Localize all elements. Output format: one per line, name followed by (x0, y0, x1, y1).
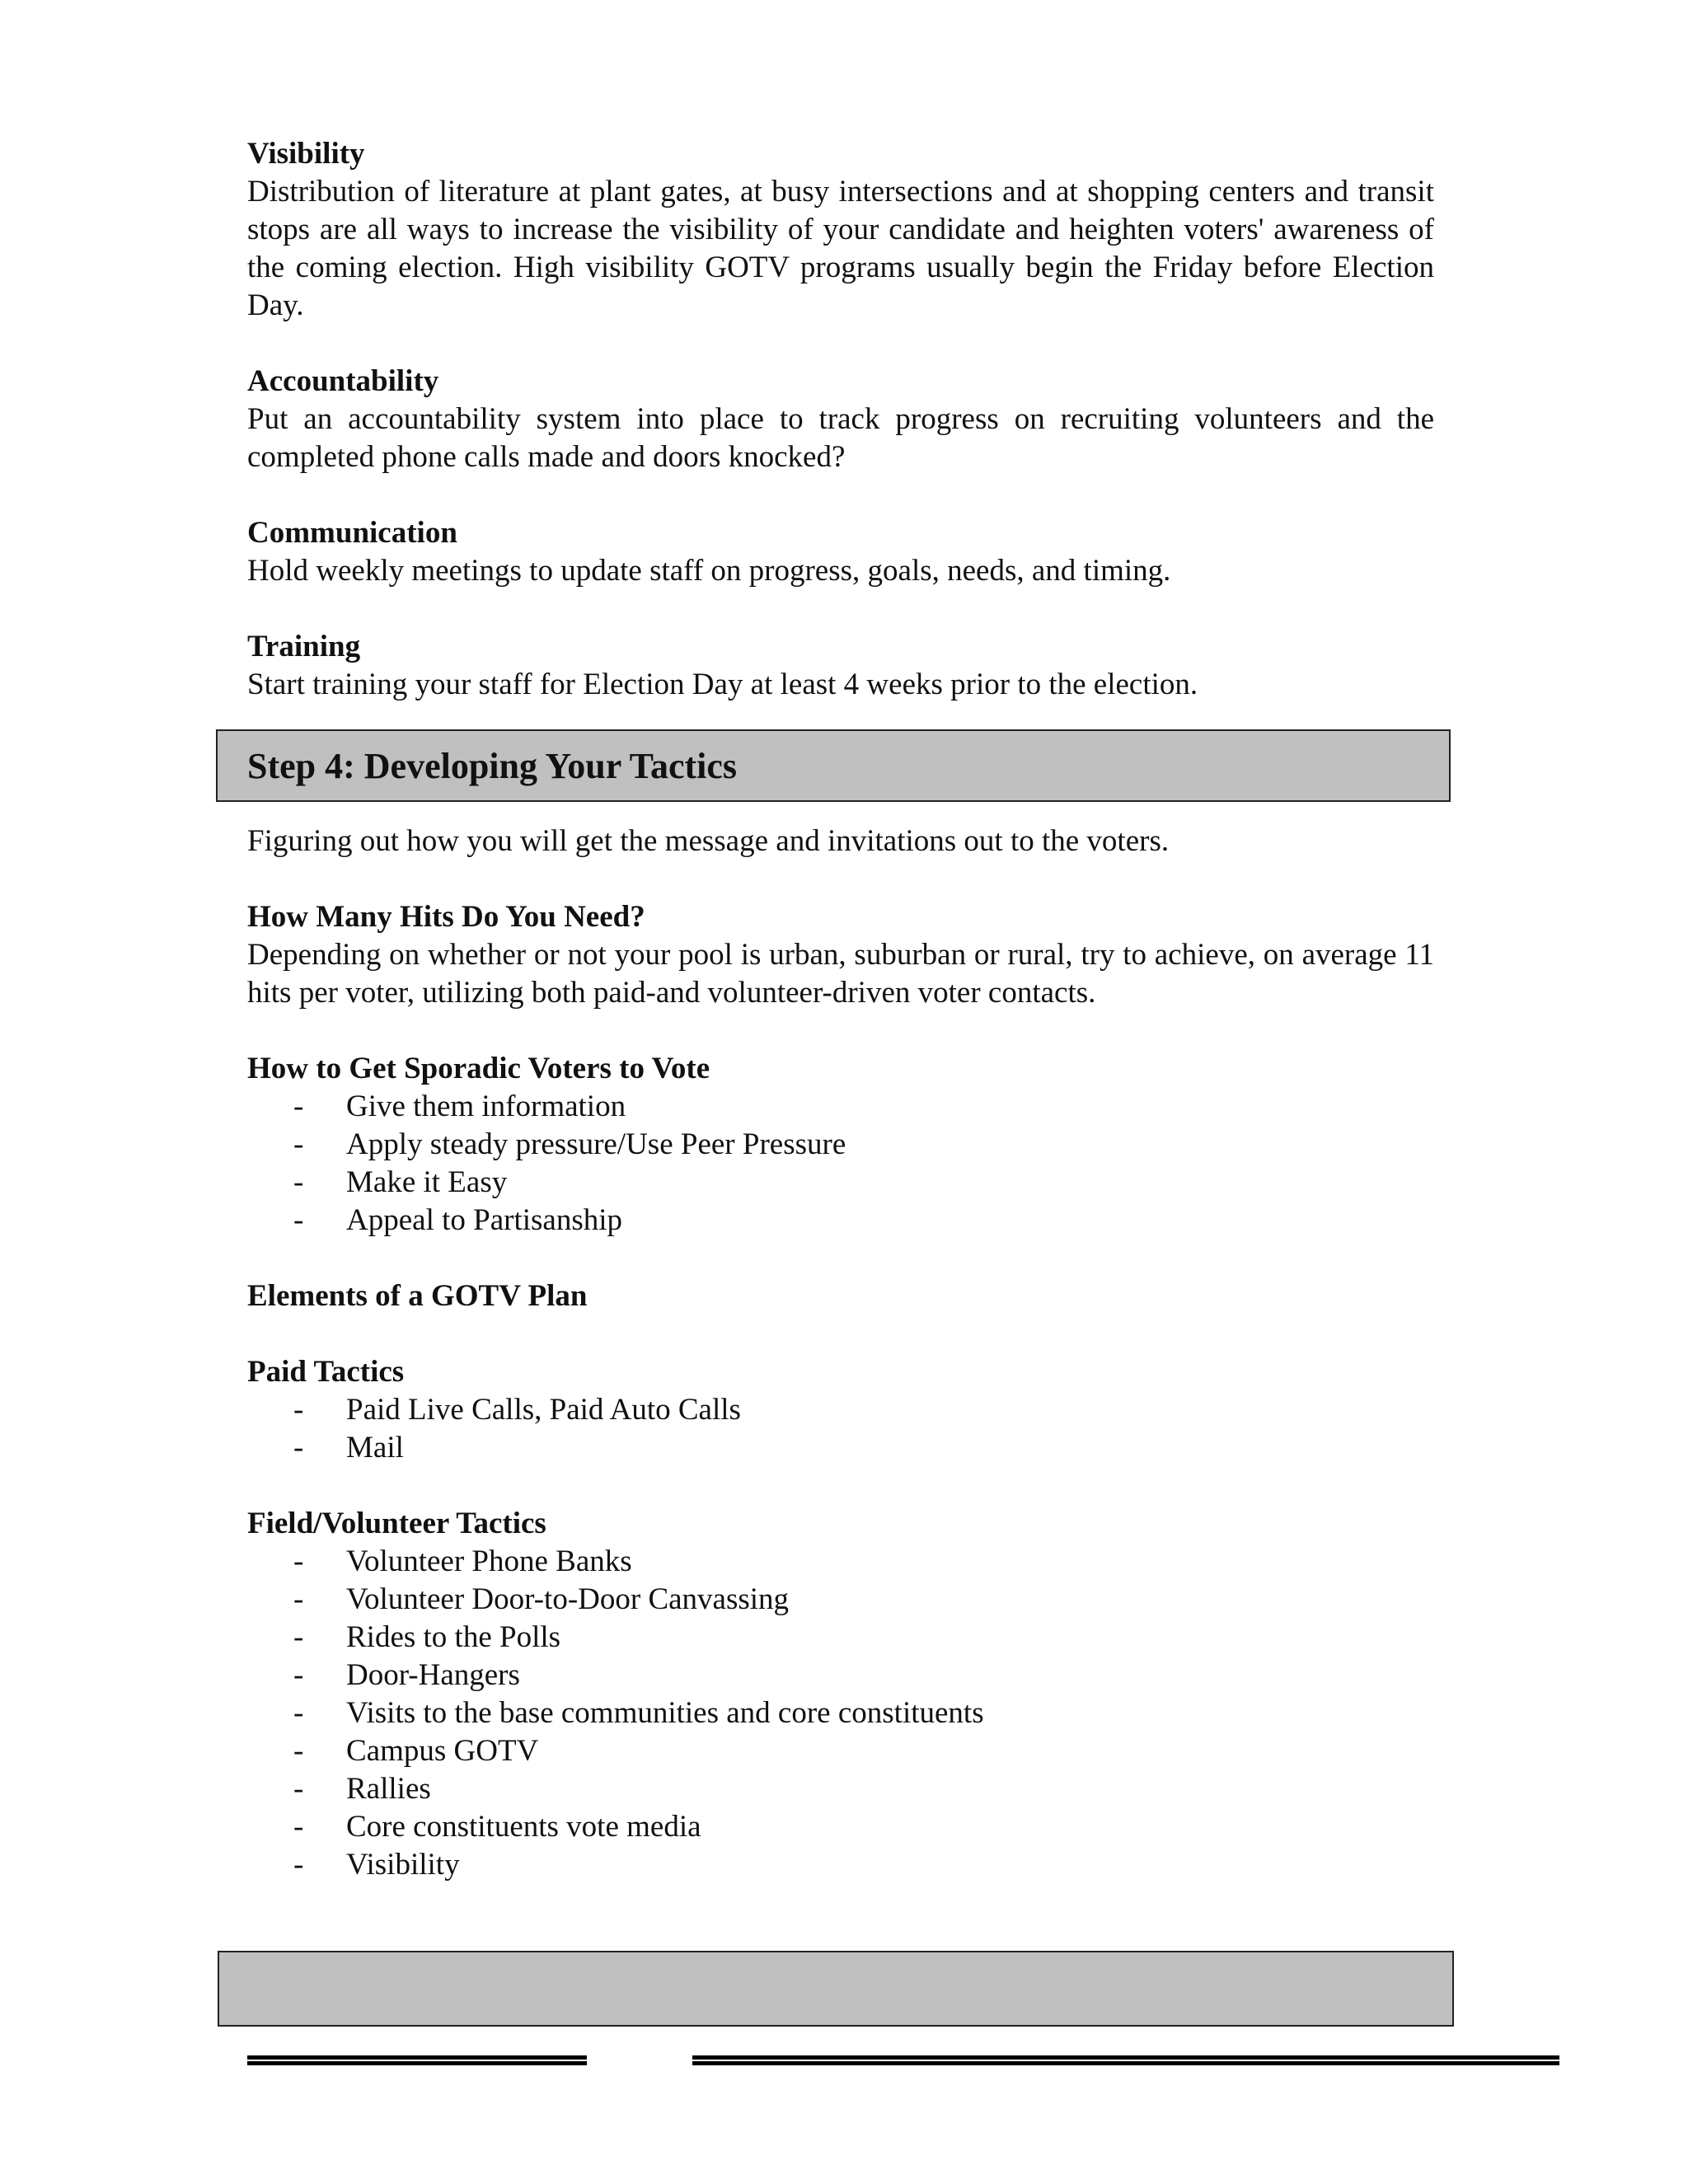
list-item (247, 1581, 1434, 1619)
bullet-dash: - (293, 1203, 304, 1237)
field-tactics-heading: Field/Volunteer Tactics (247, 1507, 546, 1540)
visibility-paragraph: Distribution of literature at plant gates, at busy intersections and at shopping centers and transit stops are all ways to increase the visibility of your candidate and heighten voters' awareness of the coming election. High visibility GOTV programs usually begin the Friday before Election Day. (247, 175, 1434, 322)
field-tactics-list (247, 1543, 1434, 1884)
list-item-text: Rallies (346, 1772, 431, 1806)
bullet-dash: - (293, 1127, 304, 1161)
list-item (247, 1770, 1434, 1808)
list-item-text: Visits to the base communities and core constituents (346, 1696, 984, 1730)
list-item (247, 1657, 1434, 1694)
list-item (247, 1429, 1434, 1467)
training-paragraph: Start training your staff for Election Day at least 4 weeks prior to the election. (247, 668, 1198, 701)
list-item-text: Core constituents vote media (346, 1810, 701, 1844)
list-item-text: Apply steady pressure/Use Peer Pressure (346, 1127, 846, 1161)
list-item-text: Rides to the Polls (346, 1620, 561, 1654)
list-item (247, 1202, 1434, 1240)
list-item-text: Paid Live Calls, Paid Auto Calls (346, 1393, 741, 1427)
training-heading: Training (247, 630, 361, 663)
list-item-text: Campus GOTV (346, 1734, 539, 1768)
step-4-intro: Figuring out how you will get the message and invitations out to the voters. (247, 824, 1170, 858)
list-item-text: Appeal to Partisanship (346, 1203, 623, 1237)
accountability-paragraph: Put an accountability system into place to track progress on recruiting volunteers and the completed phone calls made and doors knocked? (247, 402, 1434, 474)
visibility-heading: Visibility (247, 137, 365, 171)
paid-tactics-heading: Paid Tactics (247, 1355, 405, 1389)
accountability-heading: Accountability (247, 364, 439, 398)
bullet-dash: - (293, 1696, 304, 1730)
bullet-dash: - (293, 1734, 304, 1768)
bullet-dash: - (293, 1658, 304, 1692)
list-item (247, 1391, 1434, 1429)
list-item-text: Mail (346, 1431, 404, 1465)
bullet-dash: - (293, 1544, 304, 1578)
sporadic-heading: How to Get Sporadic Voters to Vote (247, 1052, 710, 1085)
bullet-dash: - (293, 1090, 304, 1123)
bullet-dash: - (293, 1431, 304, 1465)
list-item (247, 1808, 1434, 1846)
list-item-text: Visibility (346, 1848, 460, 1882)
bullet-dash: - (293, 1772, 304, 1806)
communication-paragraph: Hold weekly meetings to update staff on progress, goals, needs, and timing. (247, 554, 1171, 588)
list-item-text: Make it Easy (346, 1165, 508, 1199)
list-item (247, 1164, 1434, 1202)
bullet-dash: - (293, 1165, 304, 1199)
step-4-title: Step 4: Developing Your Tactics (247, 746, 738, 786)
elements-heading: Elements of a GOTV Plan (247, 1279, 588, 1313)
list-item (247, 1088, 1434, 1126)
list-item (247, 1126, 1434, 1164)
list-item (247, 1732, 1434, 1770)
paid-tactics-list (247, 1391, 1434, 1467)
list-item-text: Volunteer Door-to-Door Canvassing (346, 1582, 790, 1616)
list-item (247, 1543, 1434, 1581)
bullet-dash: - (293, 1620, 304, 1654)
footer-rule-right (692, 2055, 1559, 2065)
bullet-dash: - (293, 1810, 304, 1844)
list-item-text: Door-Hangers (346, 1658, 520, 1692)
footer-banner (218, 1951, 1454, 2027)
top-section (247, 135, 1434, 704)
communication-heading: Communication (247, 516, 457, 550)
hits-paragraph: Depending on whether or not your pool is urban, suburban or rural, try to achieve, on average 11 hits per voter, utilizing both paid-and volunteer-driven voter contacts. (247, 938, 1434, 1010)
bullet-dash: - (293, 1393, 304, 1427)
bullet-dash: - (293, 1582, 304, 1616)
hits-heading: How Many Hits Do You Need? (247, 900, 645, 934)
list-item (247, 1694, 1434, 1732)
step-4-section (247, 823, 1434, 1884)
list-item-text: Give them information (346, 1090, 626, 1123)
bullet-dash: - (293, 1848, 304, 1882)
list-item-text: Volunteer Phone Banks (346, 1544, 632, 1578)
list-item (247, 1846, 1434, 1884)
sporadic-list (247, 1088, 1434, 1240)
step-4-banner (216, 729, 1451, 802)
list-item (247, 1619, 1434, 1657)
footer-rule-left (247, 2055, 587, 2065)
